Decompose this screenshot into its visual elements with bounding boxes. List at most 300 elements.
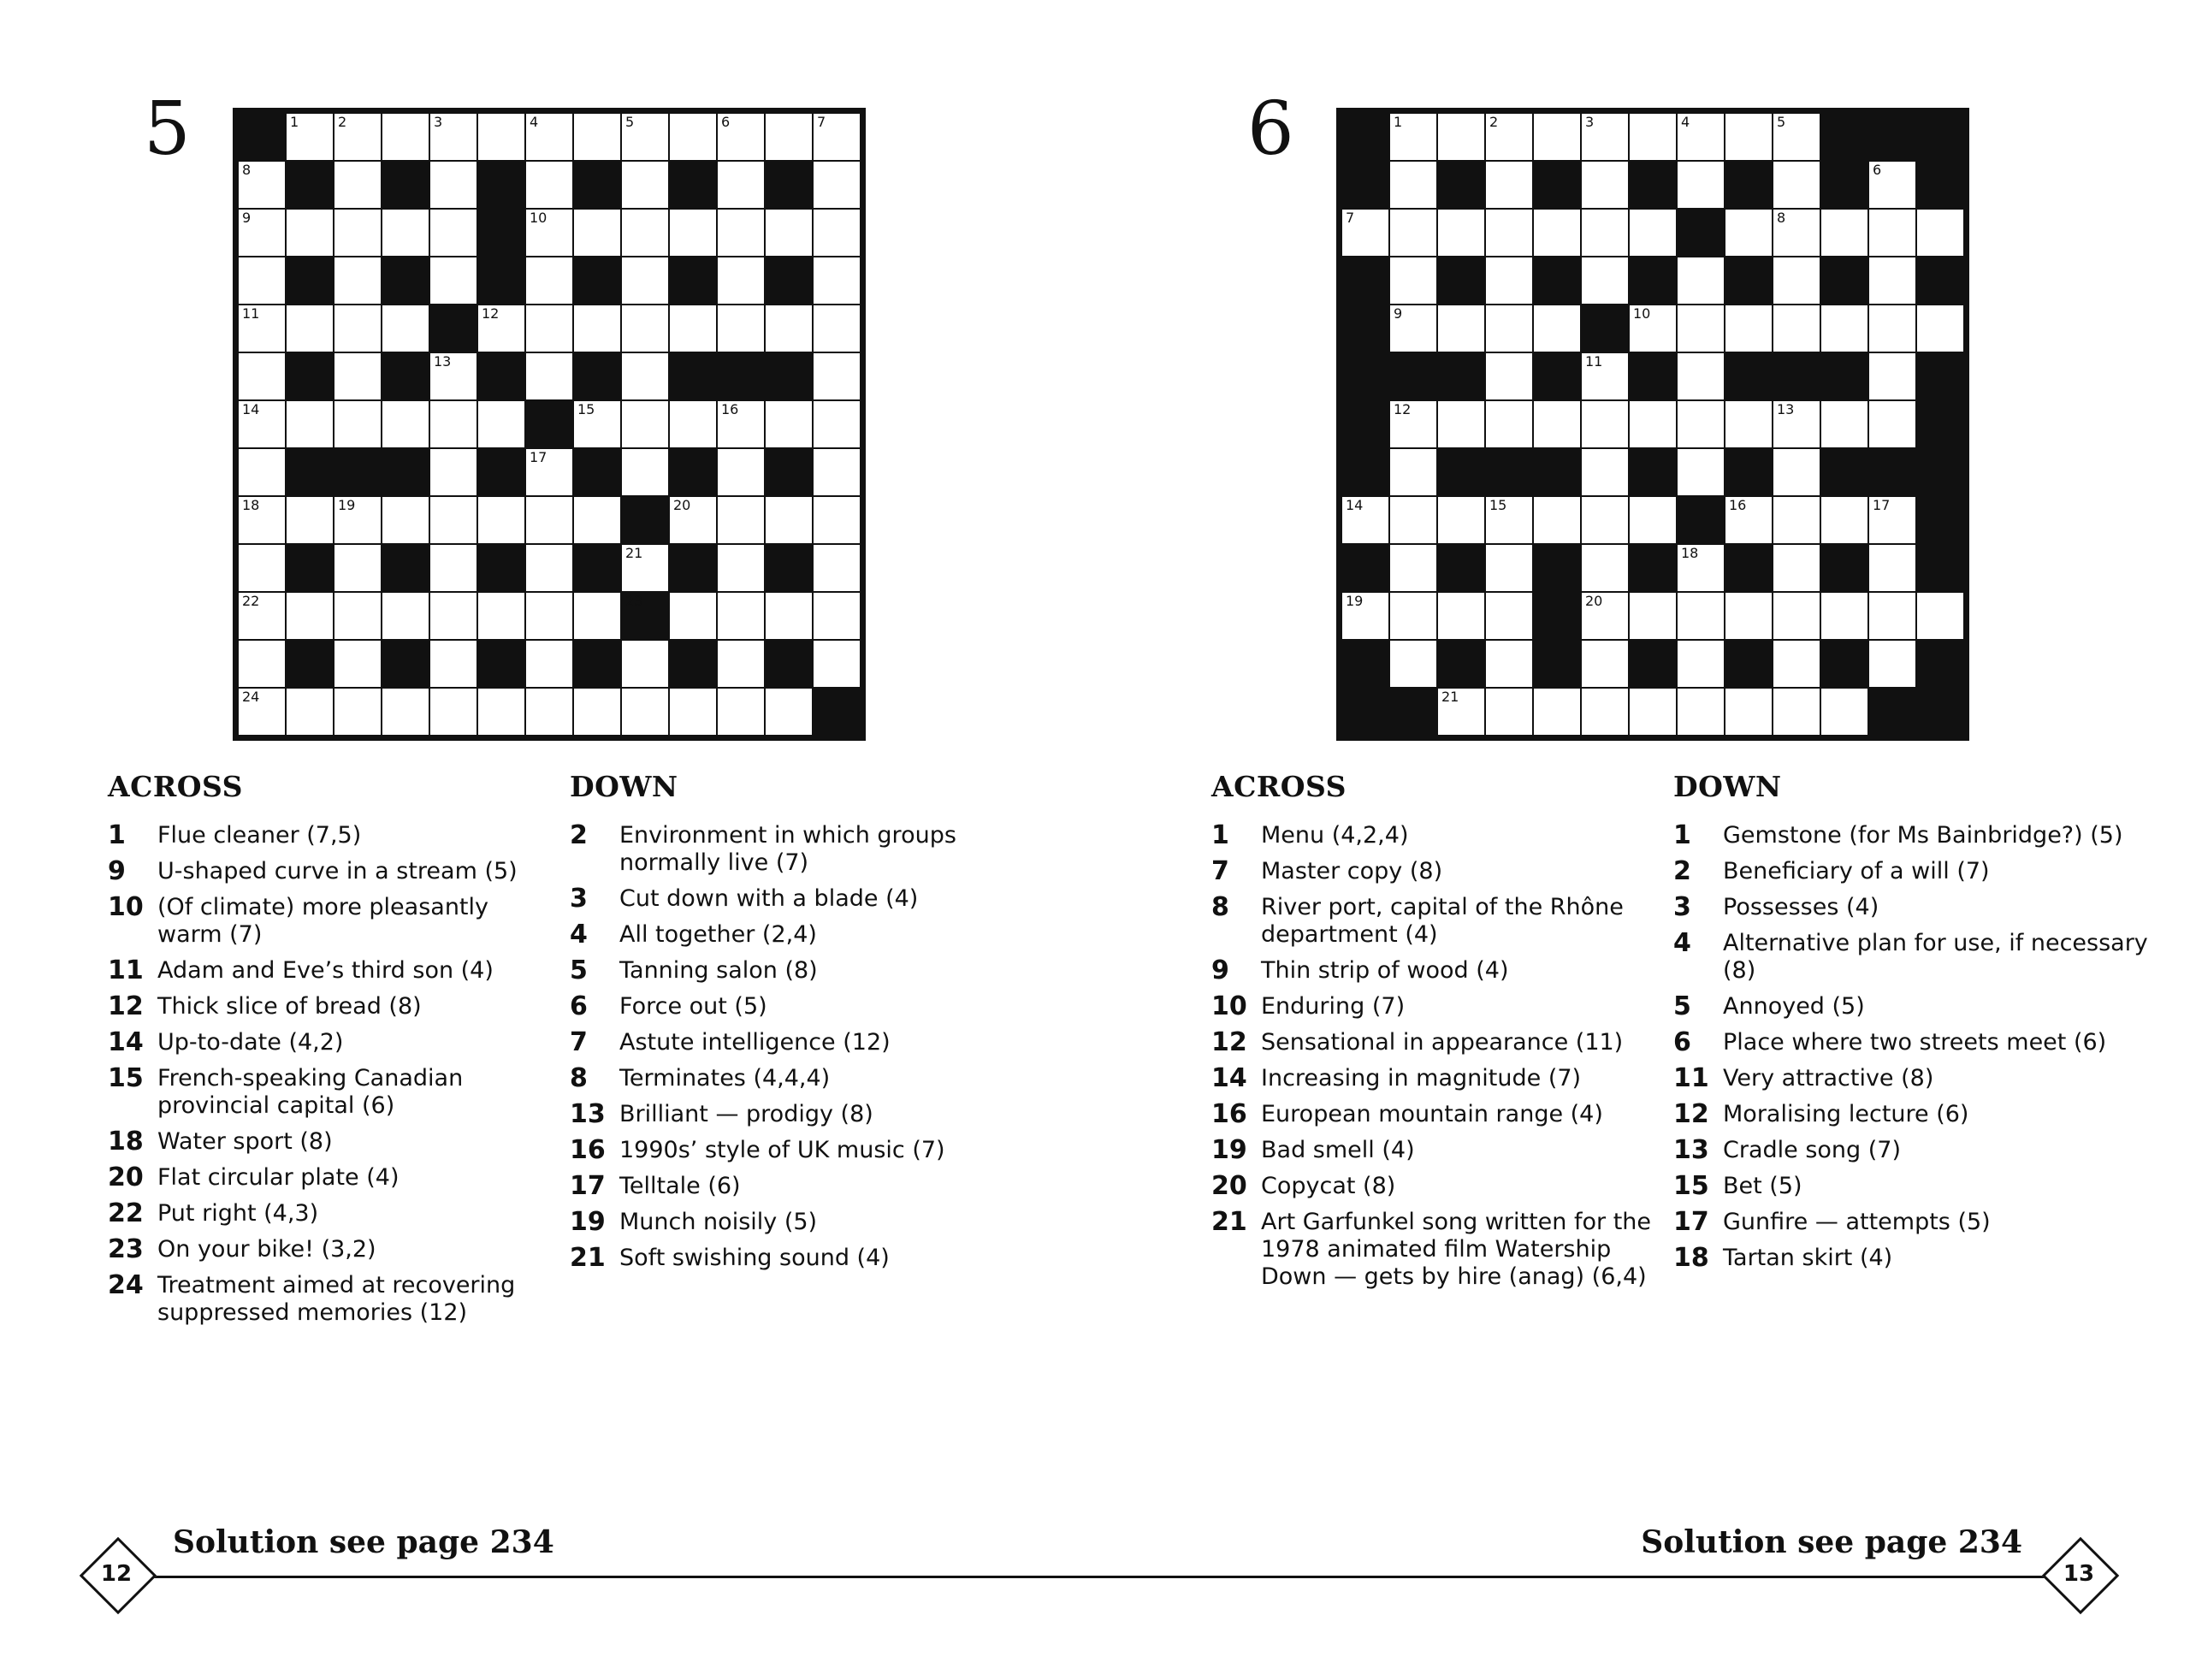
answer-cell[interactable] bbox=[1438, 401, 1484, 447]
answer-cell[interactable] bbox=[430, 497, 476, 543]
clue-number: 14 bbox=[108, 1027, 144, 1057]
answer-cell[interactable] bbox=[1917, 305, 1963, 352]
answer-cell[interactable] bbox=[239, 449, 285, 495]
answer-cell[interactable] bbox=[1582, 593, 1628, 639]
answer-cell[interactable] bbox=[1486, 593, 1532, 639]
answer-cell[interactable] bbox=[1725, 593, 1772, 639]
answer-cell[interactable] bbox=[718, 545, 764, 591]
answer-cell[interactable] bbox=[1869, 401, 1915, 447]
answer-cell[interactable] bbox=[622, 305, 668, 352]
answer-cell[interactable] bbox=[1390, 497, 1436, 543]
answer-cell[interactable] bbox=[574, 114, 620, 160]
answer-cell[interactable] bbox=[239, 497, 285, 543]
answer-cell[interactable] bbox=[526, 545, 572, 591]
cell-number: 1 bbox=[1394, 114, 1403, 130]
answer-cell[interactable] bbox=[574, 593, 620, 639]
block-cell bbox=[1438, 545, 1484, 591]
down-clue bbox=[1673, 1209, 2152, 1236]
answer-cell[interactable] bbox=[622, 162, 668, 208]
answer-cell[interactable] bbox=[814, 641, 860, 687]
answer-cell[interactable] bbox=[478, 305, 524, 352]
answer-cell[interactable] bbox=[478, 497, 524, 543]
answer-cell[interactable] bbox=[1725, 114, 1772, 160]
down-clues bbox=[570, 770, 1049, 1281]
answer-cell[interactable] bbox=[622, 401, 668, 447]
across-clue bbox=[1211, 894, 1656, 949]
answer-cell[interactable] bbox=[622, 114, 668, 160]
answer-cell[interactable] bbox=[334, 210, 381, 256]
clue-number: 3 bbox=[1673, 892, 1691, 922]
clue-text: Enduring (7) bbox=[1261, 993, 1406, 1020]
answer-cell[interactable] bbox=[1582, 210, 1628, 256]
answer-cell[interactable] bbox=[1821, 497, 1867, 543]
answer-cell[interactable] bbox=[1773, 593, 1820, 639]
clue-text: Munch noisily (5) bbox=[619, 1209, 818, 1235]
answer-cell[interactable] bbox=[1534, 114, 1580, 160]
block-cell bbox=[622, 593, 668, 639]
answer-cell[interactable] bbox=[239, 305, 285, 352]
answer-cell[interactable] bbox=[239, 210, 285, 256]
answer-cell[interactable] bbox=[1438, 689, 1484, 735]
answer-cell[interactable] bbox=[1773, 689, 1820, 735]
answer-cell[interactable] bbox=[670, 114, 716, 160]
block-cell bbox=[1821, 257, 1867, 304]
answer-cell[interactable] bbox=[1582, 353, 1628, 399]
answer-cell[interactable] bbox=[526, 162, 572, 208]
answer-cell[interactable] bbox=[1725, 401, 1772, 447]
clue-number: 20 bbox=[1211, 1171, 1247, 1201]
answer-cell[interactable] bbox=[1390, 641, 1436, 687]
answer-cell[interactable] bbox=[287, 497, 333, 543]
answer-cell[interactable] bbox=[430, 593, 476, 639]
answer-cell[interactable] bbox=[287, 689, 333, 735]
answer-cell[interactable] bbox=[1390, 593, 1436, 639]
answer-cell[interactable] bbox=[334, 305, 381, 352]
answer-cell[interactable] bbox=[1821, 401, 1867, 447]
answer-cell[interactable] bbox=[814, 305, 860, 352]
answer-cell[interactable] bbox=[430, 689, 476, 735]
answer-cell[interactable] bbox=[1869, 305, 1915, 352]
answer-cell[interactable] bbox=[814, 593, 860, 639]
clue-text: Gunfire — attempts (5) bbox=[1723, 1209, 1991, 1235]
answer-cell[interactable] bbox=[1486, 689, 1532, 735]
answer-cell[interactable] bbox=[1390, 545, 1436, 591]
answer-cell[interactable] bbox=[1582, 449, 1628, 495]
answer-cell[interactable] bbox=[718, 114, 764, 160]
answer-cell[interactable] bbox=[1630, 689, 1676, 735]
answer-cell[interactable] bbox=[1486, 305, 1532, 352]
answer-cell[interactable] bbox=[382, 114, 429, 160]
answer-cell[interactable] bbox=[239, 641, 285, 687]
block-cell bbox=[1821, 353, 1867, 399]
answer-cell[interactable] bbox=[622, 353, 668, 399]
answer-cell[interactable] bbox=[1917, 593, 1963, 639]
answer-cell[interactable] bbox=[287, 114, 333, 160]
answer-cell[interactable] bbox=[1773, 162, 1820, 208]
block-cell bbox=[1438, 353, 1484, 399]
answer-cell[interactable] bbox=[622, 210, 668, 256]
answer-cell[interactable] bbox=[287, 210, 333, 256]
block-cell bbox=[766, 449, 812, 495]
answer-cell[interactable] bbox=[1678, 305, 1724, 352]
answer-cell[interactable] bbox=[526, 305, 572, 352]
answer-cell[interactable] bbox=[287, 593, 333, 639]
answer-cell[interactable] bbox=[814, 210, 860, 256]
answer-cell[interactable] bbox=[526, 497, 572, 543]
block-cell bbox=[382, 449, 429, 495]
answer-cell[interactable] bbox=[478, 593, 524, 639]
answer-cell[interactable] bbox=[1582, 162, 1628, 208]
answer-cell[interactable] bbox=[382, 210, 429, 256]
clue-text: Annoyed (5) bbox=[1723, 993, 1865, 1020]
answer-cell[interactable] bbox=[1486, 114, 1532, 160]
answer-cell[interactable] bbox=[1630, 305, 1676, 352]
answer-cell[interactable] bbox=[1630, 210, 1676, 256]
answer-cell[interactable] bbox=[574, 689, 620, 735]
answer-cell[interactable] bbox=[430, 210, 476, 256]
answer-cell[interactable] bbox=[1342, 210, 1388, 256]
answer-cell[interactable] bbox=[1390, 114, 1436, 160]
answer-cell[interactable] bbox=[239, 401, 285, 447]
answer-cell[interactable] bbox=[1725, 689, 1772, 735]
answer-cell[interactable] bbox=[526, 353, 572, 399]
answer-cell[interactable] bbox=[1390, 305, 1436, 352]
answer-cell[interactable] bbox=[718, 305, 764, 352]
answer-cell[interactable] bbox=[718, 593, 764, 639]
answer-cell[interactable] bbox=[718, 210, 764, 256]
answer-cell[interactable] bbox=[430, 401, 476, 447]
answer-cell[interactable] bbox=[574, 401, 620, 447]
answer-cell[interactable] bbox=[1630, 593, 1676, 639]
answer-cell[interactable] bbox=[622, 545, 668, 591]
page-number: 12 bbox=[100, 1561, 133, 1587]
answer-cell[interactable] bbox=[670, 401, 716, 447]
answer-cell[interactable] bbox=[766, 114, 812, 160]
answer-cell[interactable] bbox=[1869, 210, 1915, 256]
answer-cell[interactable] bbox=[1582, 257, 1628, 304]
answer-cell[interactable] bbox=[1773, 641, 1820, 687]
answer-cell[interactable] bbox=[1773, 114, 1820, 160]
answer-cell[interactable] bbox=[1534, 401, 1580, 447]
answer-cell[interactable] bbox=[382, 497, 429, 543]
answer-cell[interactable] bbox=[1582, 545, 1628, 591]
answer-cell[interactable] bbox=[526, 641, 572, 687]
answer-cell[interactable] bbox=[1582, 689, 1628, 735]
answer-cell[interactable] bbox=[1534, 210, 1580, 256]
answer-cell[interactable] bbox=[1390, 401, 1436, 447]
answer-cell[interactable] bbox=[1486, 162, 1532, 208]
answer-cell[interactable] bbox=[430, 641, 476, 687]
cell-number: 19 bbox=[1346, 593, 1364, 609]
answer-cell[interactable] bbox=[1821, 305, 1867, 352]
down-clue bbox=[1673, 993, 2152, 1020]
across-clue bbox=[1211, 1137, 1656, 1164]
down-clue bbox=[1673, 894, 2152, 921]
answer-cell[interactable] bbox=[1725, 497, 1772, 543]
answer-cell[interactable] bbox=[1725, 210, 1772, 256]
answer-cell[interactable] bbox=[670, 689, 716, 735]
answer-cell[interactable] bbox=[1773, 449, 1820, 495]
answer-cell[interactable] bbox=[430, 545, 476, 591]
answer-cell[interactable] bbox=[1869, 162, 1915, 208]
across-clue bbox=[108, 957, 553, 985]
answer-cell[interactable] bbox=[1678, 257, 1724, 304]
block-cell bbox=[1917, 353, 1963, 399]
answer-cell[interactable] bbox=[814, 401, 860, 447]
answer-cell[interactable] bbox=[622, 689, 668, 735]
block-cell bbox=[622, 497, 668, 543]
clue-text: Bad smell (4) bbox=[1261, 1137, 1415, 1163]
block-cell bbox=[670, 449, 716, 495]
answer-cell[interactable] bbox=[766, 497, 812, 543]
answer-cell[interactable] bbox=[814, 162, 860, 208]
answer-cell[interactable] bbox=[1678, 449, 1724, 495]
answer-cell[interactable] bbox=[1773, 401, 1820, 447]
answer-cell[interactable] bbox=[1773, 497, 1820, 543]
answer-cell[interactable] bbox=[1869, 593, 1915, 639]
answer-cell[interactable] bbox=[814, 545, 860, 591]
down-clue bbox=[570, 1137, 1049, 1164]
answer-cell[interactable] bbox=[334, 353, 381, 399]
down-clue bbox=[1673, 1101, 2152, 1128]
across-clue bbox=[1211, 1029, 1656, 1056]
answer-cell[interactable] bbox=[1390, 257, 1436, 304]
answer-cell[interactable] bbox=[1821, 210, 1867, 256]
answer-cell[interactable] bbox=[239, 257, 285, 304]
answer-cell[interactable] bbox=[239, 162, 285, 208]
answer-cell[interactable] bbox=[1678, 593, 1724, 639]
block-cell bbox=[334, 449, 381, 495]
answer-cell[interactable] bbox=[1582, 401, 1628, 447]
answer-cell[interactable] bbox=[1630, 497, 1676, 543]
block-cell bbox=[1534, 449, 1580, 495]
answer-cell[interactable] bbox=[1678, 641, 1724, 687]
block-cell bbox=[1630, 162, 1676, 208]
answer-cell[interactable] bbox=[1438, 210, 1484, 256]
clue-number: 15 bbox=[1673, 1171, 1709, 1201]
block-cell bbox=[1917, 257, 1963, 304]
answer-cell[interactable] bbox=[334, 641, 381, 687]
answer-cell[interactable] bbox=[1486, 641, 1532, 687]
answer-cell[interactable] bbox=[1678, 401, 1724, 447]
answer-cell[interactable] bbox=[526, 257, 572, 304]
answer-cell[interactable] bbox=[1486, 210, 1532, 256]
block-cell bbox=[1438, 449, 1484, 495]
cell-number: 18 bbox=[1681, 545, 1699, 561]
answer-cell[interactable] bbox=[814, 353, 860, 399]
clue-text: U-shaped curve in a stream (5) bbox=[157, 858, 518, 884]
answer-cell[interactable] bbox=[1869, 497, 1915, 543]
answer-cell[interactable] bbox=[430, 114, 476, 160]
answer-cell[interactable] bbox=[1678, 689, 1724, 735]
answer-cell[interactable] bbox=[1342, 593, 1388, 639]
answer-cell[interactable] bbox=[1630, 401, 1676, 447]
answer-cell[interactable] bbox=[334, 593, 381, 639]
answer-cell[interactable] bbox=[334, 689, 381, 735]
answer-cell[interactable] bbox=[574, 210, 620, 256]
answer-cell[interactable] bbox=[1678, 162, 1724, 208]
answer-cell[interactable] bbox=[766, 401, 812, 447]
puzzle-number: 5 bbox=[144, 86, 191, 172]
answer-cell[interactable] bbox=[718, 641, 764, 687]
answer-cell[interactable] bbox=[1390, 210, 1436, 256]
answer-cell[interactable] bbox=[1773, 257, 1820, 304]
answer-cell[interactable] bbox=[1869, 257, 1915, 304]
answer-cell[interactable] bbox=[1630, 114, 1676, 160]
block-cell bbox=[1630, 641, 1676, 687]
answer-cell[interactable] bbox=[718, 497, 764, 543]
answer-cell[interactable] bbox=[1486, 353, 1532, 399]
cell-number: 20 bbox=[673, 497, 691, 513]
answer-cell[interactable] bbox=[622, 641, 668, 687]
answer-cell[interactable] bbox=[1390, 449, 1436, 495]
answer-cell[interactable] bbox=[382, 401, 429, 447]
answer-cell[interactable] bbox=[766, 593, 812, 639]
answer-cell[interactable] bbox=[670, 210, 716, 256]
answer-cell[interactable] bbox=[239, 353, 285, 399]
block-cell bbox=[287, 162, 333, 208]
answer-cell[interactable] bbox=[814, 114, 860, 160]
answer-cell[interactable] bbox=[574, 497, 620, 543]
answer-cell[interactable] bbox=[814, 449, 860, 495]
answer-cell[interactable] bbox=[239, 689, 285, 735]
answer-cell[interactable] bbox=[1869, 353, 1915, 399]
block-cell bbox=[766, 545, 812, 591]
answer-cell[interactable] bbox=[1534, 497, 1580, 543]
cell-number: 7 bbox=[1346, 210, 1355, 226]
answer-cell[interactable] bbox=[287, 305, 333, 352]
block-cell bbox=[287, 641, 333, 687]
answer-cell[interactable] bbox=[718, 162, 764, 208]
answer-cell[interactable] bbox=[766, 305, 812, 352]
block-cell bbox=[1678, 210, 1724, 256]
solution-note-left: Solution see page 234 bbox=[173, 1524, 554, 1560]
cell-number: 3 bbox=[434, 114, 443, 130]
across-clue-list bbox=[1211, 822, 1656, 1291]
answer-cell[interactable] bbox=[334, 257, 381, 304]
answer-cell[interactable] bbox=[622, 449, 668, 495]
answer-cell[interactable] bbox=[334, 497, 381, 543]
answer-cell[interactable] bbox=[239, 545, 285, 591]
block-cell bbox=[1582, 305, 1628, 352]
answer-cell[interactable] bbox=[1869, 545, 1915, 591]
clue-text: Put right (4,3) bbox=[157, 1200, 319, 1227]
clue-number: 12 bbox=[108, 991, 144, 1021]
answer-cell[interactable] bbox=[430, 257, 476, 304]
block-cell bbox=[478, 449, 524, 495]
cell-number: 11 bbox=[242, 305, 260, 322]
answer-cell[interactable] bbox=[526, 114, 572, 160]
answer-cell[interactable] bbox=[478, 689, 524, 735]
answer-cell[interactable] bbox=[334, 545, 381, 591]
cell-number: 5 bbox=[1777, 114, 1786, 130]
answer-cell[interactable] bbox=[1486, 257, 1532, 304]
answer-cell[interactable] bbox=[526, 449, 572, 495]
answer-cell[interactable] bbox=[239, 593, 285, 639]
answer-cell[interactable] bbox=[718, 257, 764, 304]
answer-cell[interactable] bbox=[1869, 641, 1915, 687]
answer-cell[interactable] bbox=[1438, 593, 1484, 639]
answer-cell[interactable] bbox=[334, 114, 381, 160]
footer-rule bbox=[128, 1576, 2062, 1578]
answer-cell[interactable] bbox=[718, 689, 764, 735]
answer-cell[interactable] bbox=[1678, 545, 1724, 591]
answer-cell[interactable] bbox=[1486, 497, 1532, 543]
answer-cell[interactable] bbox=[766, 689, 812, 735]
answer-cell[interactable] bbox=[814, 497, 860, 543]
answer-cell[interactable] bbox=[382, 689, 429, 735]
across-clue bbox=[1211, 993, 1656, 1020]
answer-cell[interactable] bbox=[478, 401, 524, 447]
answer-cell[interactable] bbox=[1486, 545, 1532, 591]
answer-cell[interactable] bbox=[1438, 305, 1484, 352]
answer-cell[interactable] bbox=[1582, 641, 1628, 687]
answer-cell[interactable] bbox=[526, 689, 572, 735]
answer-cell[interactable] bbox=[1773, 305, 1820, 352]
answer-cell[interactable] bbox=[1582, 497, 1628, 543]
down-clues bbox=[1673, 770, 2152, 1281]
answer-cell[interactable] bbox=[622, 257, 668, 304]
answer-cell[interactable] bbox=[430, 449, 476, 495]
answer-cell[interactable] bbox=[1821, 593, 1867, 639]
answer-cell[interactable] bbox=[526, 210, 572, 256]
cell-number: 4 bbox=[530, 114, 539, 130]
answer-cell[interactable] bbox=[670, 497, 716, 543]
answer-cell[interactable] bbox=[718, 401, 764, 447]
answer-cell[interactable] bbox=[1725, 305, 1772, 352]
answer-cell[interactable] bbox=[334, 162, 381, 208]
answer-cell[interactable] bbox=[1773, 545, 1820, 591]
answer-cell[interactable] bbox=[1534, 305, 1580, 352]
answer-cell[interactable] bbox=[670, 593, 716, 639]
answer-cell[interactable] bbox=[1582, 114, 1628, 160]
clue-text: Cut down with a blade (4) bbox=[619, 885, 919, 912]
answer-cell[interactable] bbox=[1390, 162, 1436, 208]
answer-cell[interactable] bbox=[1773, 210, 1820, 256]
answer-cell[interactable] bbox=[766, 210, 812, 256]
answer-cell[interactable] bbox=[1821, 689, 1867, 735]
answer-cell[interactable] bbox=[526, 593, 572, 639]
answer-cell[interactable] bbox=[1917, 210, 1963, 256]
answer-cell[interactable] bbox=[718, 449, 764, 495]
down-clue bbox=[570, 822, 1049, 877]
answer-cell[interactable] bbox=[1534, 689, 1580, 735]
answer-cell[interactable] bbox=[287, 401, 333, 447]
answer-cell[interactable] bbox=[430, 162, 476, 208]
answer-cell[interactable] bbox=[334, 401, 381, 447]
answer-cell[interactable] bbox=[814, 257, 860, 304]
cell-number: 13 bbox=[434, 353, 452, 370]
answer-cell[interactable] bbox=[670, 305, 716, 352]
answer-cell[interactable] bbox=[574, 305, 620, 352]
answer-cell[interactable] bbox=[1438, 114, 1484, 160]
answer-cell[interactable] bbox=[382, 593, 429, 639]
clue-number: 16 bbox=[570, 1135, 606, 1165]
answer-cell[interactable] bbox=[1678, 114, 1724, 160]
cell-number: 14 bbox=[242, 401, 260, 417]
answer-cell[interactable] bbox=[430, 353, 476, 399]
block-cell bbox=[1390, 689, 1436, 735]
answer-cell[interactable] bbox=[1342, 497, 1388, 543]
answer-cell[interactable] bbox=[1486, 401, 1532, 447]
block-cell bbox=[1342, 353, 1388, 399]
block-cell bbox=[1342, 449, 1388, 495]
answer-cell[interactable] bbox=[1438, 497, 1484, 543]
answer-cell[interactable] bbox=[478, 114, 524, 160]
answer-cell[interactable] bbox=[1678, 353, 1724, 399]
answer-cell[interactable] bbox=[382, 305, 429, 352]
block-cell bbox=[1917, 401, 1963, 447]
